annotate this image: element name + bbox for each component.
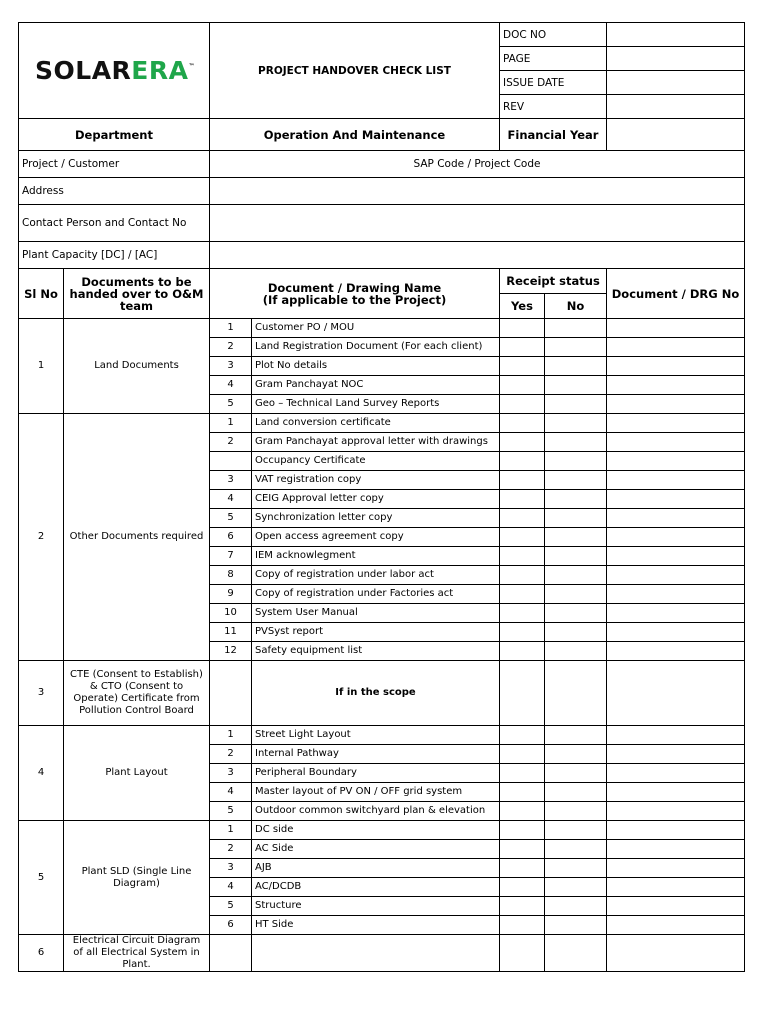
drg-no-cell[interactable]: [607, 935, 745, 972]
item-number: 5: [210, 509, 252, 528]
receipt-yes-cell[interactable]: [500, 395, 545, 414]
receipt-no-cell[interactable]: [545, 916, 607, 935]
item-name: Plot No details: [252, 357, 500, 376]
item-number: 3: [210, 859, 252, 878]
receipt-no-cell[interactable]: [545, 376, 607, 395]
receipt-no-cell[interactable]: [545, 585, 607, 604]
receipt-no-cell[interactable]: [545, 783, 607, 802]
table-row: [19, 319, 745, 338]
item-name: PVSyst report: [252, 623, 500, 642]
drg-no-cell[interactable]: [607, 764, 745, 783]
receipt-no-cell[interactable]: [545, 357, 607, 376]
receipt-yes-cell[interactable]: [500, 745, 545, 764]
capacity-value[interactable]: [210, 242, 745, 269]
item-name: Street Light Layout: [252, 726, 500, 745]
receipt-yes-cell[interactable]: [500, 764, 545, 783]
item-name: Occupancy Certificate: [252, 452, 500, 471]
section-category: CTE (Consent to Establish) & CTO (Consent to Operate) Certificate from Pollution Control Board: [64, 661, 210, 726]
drg-no-cell[interactable]: [607, 528, 745, 547]
section-category: Plant SLD (Single Line Diagram): [64, 821, 210, 935]
item-number: 5: [210, 802, 252, 821]
drg-no-cell[interactable]: [607, 916, 745, 935]
header-table: [18, 22, 745, 151]
receipt-no-cell[interactable]: [545, 821, 607, 840]
table-row: [19, 414, 745, 433]
col-header-document-name: Document / Drawing Name (If applicable to the Project): [210, 269, 500, 319]
table-row: [19, 821, 745, 840]
col-header-receipt-status: Receipt status: [500, 269, 607, 294]
doc-field-value[interactable]: [607, 71, 745, 95]
item-number: 6: [210, 916, 252, 935]
receipt-no-cell[interactable]: [545, 566, 607, 585]
item-name: System User Manual: [252, 604, 500, 623]
department-value: Operation And Maintenance: [210, 119, 500, 151]
section-number: 1: [19, 319, 64, 414]
table-row: [19, 726, 745, 745]
item-name: Gram Panchayat approval letter with drawings: [252, 433, 500, 452]
receipt-no-cell[interactable]: [545, 490, 607, 509]
drg-no-cell[interactable]: [607, 585, 745, 604]
drg-no-cell[interactable]: [607, 490, 745, 509]
receipt-yes-cell[interactable]: [500, 897, 545, 916]
receipt-yes-cell[interactable]: [500, 585, 545, 604]
drg-no-cell[interactable]: [607, 452, 745, 471]
info-table: [18, 150, 745, 269]
item-number: 3: [210, 764, 252, 783]
document-title: PROJECT HANDOVER CHECK LIST: [210, 23, 500, 119]
receipt-yes-cell[interactable]: [500, 338, 545, 357]
receipt-yes-cell[interactable]: [500, 783, 545, 802]
drg-no-cell[interactable]: [607, 509, 745, 528]
drg-no-cell[interactable]: [607, 376, 745, 395]
item-name: Copy of registration under labor act: [252, 566, 500, 585]
doc-field-value[interactable]: [607, 23, 745, 47]
receipt-yes-cell[interactable]: [500, 642, 545, 661]
item-name: Open access agreement copy: [252, 528, 500, 547]
checklist-sheet: [18, 22, 744, 972]
item-number: 4: [210, 376, 252, 395]
receipt-no-cell[interactable]: [545, 878, 607, 897]
section-number: 4: [19, 726, 64, 821]
address-label: Address: [19, 178, 210, 205]
drg-no-cell[interactable]: [607, 897, 745, 916]
drg-no-cell[interactable]: [607, 604, 745, 623]
item-name: AC/DCDB: [252, 878, 500, 897]
item-number: [210, 661, 252, 726]
item-name: Gram Panchayat NOC: [252, 376, 500, 395]
item-number: 5: [210, 395, 252, 414]
item-number: [210, 452, 252, 471]
drg-no-cell[interactable]: [607, 471, 745, 490]
receipt-yes-cell[interactable]: [500, 452, 545, 471]
receipt-no-cell[interactable]: [545, 935, 607, 972]
section-note: [252, 935, 500, 972]
financial-year-value[interactable]: [607, 119, 745, 151]
item-name: IEM acknowlegment: [252, 547, 500, 566]
receipt-yes-cell[interactable]: [500, 916, 545, 935]
receipt-yes-cell[interactable]: [500, 319, 545, 338]
receipt-yes-cell[interactable]: [500, 661, 545, 726]
drg-no-cell[interactable]: [607, 642, 745, 661]
receipt-no-cell[interactable]: [545, 528, 607, 547]
item-number: 1: [210, 821, 252, 840]
item-number: 3: [210, 471, 252, 490]
drg-no-cell[interactable]: [607, 726, 745, 745]
receipt-yes-cell[interactable]: [500, 528, 545, 547]
receipt-yes-cell[interactable]: [500, 604, 545, 623]
receipt-no-cell[interactable]: [545, 604, 607, 623]
item-number: 10: [210, 604, 252, 623]
receipt-yes-cell[interactable]: [500, 802, 545, 821]
doc-field-label: ISSUE DATE: [500, 71, 607, 95]
section-number: 6: [19, 935, 64, 972]
col-header-yes: Yes: [500, 294, 545, 319]
receipt-no-cell[interactable]: [545, 764, 607, 783]
drg-no-cell[interactable]: [607, 433, 745, 452]
item-name: Internal Pathway: [252, 745, 500, 764]
col-header-no: No: [545, 294, 607, 319]
item-number: [210, 935, 252, 972]
doc-field-value[interactable]: [607, 95, 745, 119]
receipt-yes-cell[interactable]: [500, 490, 545, 509]
table-row: [19, 661, 745, 726]
item-name: AJB: [252, 859, 500, 878]
company-logo: SOLARERA™: [19, 23, 210, 119]
receipt-yes-cell[interactable]: [500, 471, 545, 490]
item-number: 2: [210, 745, 252, 764]
section-number: 2: [19, 414, 64, 661]
item-number: 2: [210, 840, 252, 859]
item-number: 4: [210, 490, 252, 509]
drg-no-cell[interactable]: [607, 623, 745, 642]
item-number: 6: [210, 528, 252, 547]
receipt-yes-cell[interactable]: [500, 414, 545, 433]
receipt-no-cell[interactable]: [545, 661, 607, 726]
item-name: Safety equipment list: [252, 642, 500, 661]
drg-no-cell[interactable]: [607, 745, 745, 764]
drg-no-cell[interactable]: [607, 821, 745, 840]
doc-field-label: PAGE: [500, 47, 607, 71]
item-name: Peripheral Boundary: [252, 764, 500, 783]
receipt-no-cell[interactable]: [545, 840, 607, 859]
item-number: 1: [210, 726, 252, 745]
receipt-yes-cell[interactable]: [500, 623, 545, 642]
item-name: Copy of registration under Factories act: [252, 585, 500, 604]
item-number: 11: [210, 623, 252, 642]
receipt-yes-cell[interactable]: [500, 357, 545, 376]
section-category: Land Documents: [64, 319, 210, 414]
drg-no-cell[interactable]: [607, 395, 745, 414]
item-name: VAT registration copy: [252, 471, 500, 490]
project-customer-label: Project / Customer: [19, 151, 210, 178]
receipt-yes-cell[interactable]: [500, 433, 545, 452]
item-name: HT Side: [252, 916, 500, 935]
section-number: 5: [19, 821, 64, 935]
receipt-no-cell[interactable]: [545, 745, 607, 764]
receipt-yes-cell[interactable]: [500, 566, 545, 585]
receipt-no-cell[interactable]: [545, 319, 607, 338]
receipt-no-cell[interactable]: [545, 642, 607, 661]
address-value[interactable]: [210, 178, 745, 205]
item-name: AC Side: [252, 840, 500, 859]
section-category: Plant Layout: [64, 726, 210, 821]
drg-no-cell[interactable]: [607, 414, 745, 433]
receipt-yes-cell[interactable]: [500, 935, 545, 972]
receipt-yes-cell[interactable]: [500, 376, 545, 395]
item-name: Master layout of PV ON / OFF grid system: [252, 783, 500, 802]
item-number: 4: [210, 878, 252, 897]
item-name: Outdoor common switchyard plan & elevation: [252, 802, 500, 821]
receipt-yes-cell[interactable]: [500, 509, 545, 528]
item-name: Land Registration Document (For each client): [252, 338, 500, 357]
col-header-documents: Documents to be handed over to O&M team: [64, 269, 210, 319]
drg-no-cell[interactable]: [607, 338, 745, 357]
receipt-yes-cell[interactable]: [500, 821, 545, 840]
drg-no-cell[interactable]: [607, 783, 745, 802]
department-label: Department: [19, 119, 210, 151]
drg-no-cell[interactable]: [607, 357, 745, 376]
section-category: Other Documents required: [64, 414, 210, 661]
checklist-table: [18, 268, 745, 972]
doc-field-value[interactable]: [607, 47, 745, 71]
receipt-no-cell[interactable]: [545, 471, 607, 490]
contact-value[interactable]: [210, 205, 745, 242]
table-row: [19, 935, 745, 972]
receipt-yes-cell[interactable]: [500, 726, 545, 745]
financial-year-label: Financial Year: [500, 119, 607, 151]
item-number: 12: [210, 642, 252, 661]
capacity-label: Plant Capacity [DC] / [AC]: [19, 242, 210, 269]
drg-no-cell[interactable]: [607, 319, 745, 338]
contact-label: Contact Person and Contact No: [19, 205, 210, 242]
item-number: 2: [210, 433, 252, 452]
receipt-no-cell[interactable]: [545, 433, 607, 452]
drg-no-cell[interactable]: [607, 840, 745, 859]
item-name: Geo – Technical Land Survey Reports: [252, 395, 500, 414]
section-category: Electrical Circuit Diagram of all Electrical System in Plant.: [64, 935, 210, 972]
item-number: 8: [210, 566, 252, 585]
receipt-no-cell[interactable]: [545, 897, 607, 916]
drg-no-cell[interactable]: [607, 547, 745, 566]
item-name: DC side: [252, 821, 500, 840]
receipt-yes-cell[interactable]: [500, 840, 545, 859]
sap-code-label: SAP Code / Project Code: [210, 151, 745, 178]
item-name: Synchronization letter copy: [252, 509, 500, 528]
doc-field-label: DOC NO: [500, 23, 607, 47]
item-name: Land conversion certificate: [252, 414, 500, 433]
item-name: CEIG Approval letter copy: [252, 490, 500, 509]
item-number: 1: [210, 414, 252, 433]
drg-no-cell[interactable]: [607, 878, 745, 897]
drg-no-cell[interactable]: [607, 859, 745, 878]
item-number: 2: [210, 338, 252, 357]
receipt-no-cell[interactable]: [545, 414, 607, 433]
col-header-drg-no: Document / DRG No: [607, 269, 745, 319]
item-number: 1: [210, 319, 252, 338]
receipt-no-cell[interactable]: [545, 726, 607, 745]
item-number: 9: [210, 585, 252, 604]
item-number: 4: [210, 783, 252, 802]
receipt-no-cell[interactable]: [545, 395, 607, 414]
item-number: 7: [210, 547, 252, 566]
receipt-no-cell[interactable]: [545, 547, 607, 566]
item-number: 3: [210, 357, 252, 376]
section-number: 3: [19, 661, 64, 726]
receipt-no-cell[interactable]: [545, 452, 607, 471]
receipt-yes-cell[interactable]: [500, 547, 545, 566]
item-name: Customer PO / MOU: [252, 319, 500, 338]
item-number: 5: [210, 897, 252, 916]
drg-no-cell[interactable]: [607, 566, 745, 585]
receipt-no-cell[interactable]: [545, 802, 607, 821]
receipt-no-cell[interactable]: [545, 338, 607, 357]
receipt-yes-cell[interactable]: [500, 878, 545, 897]
receipt-no-cell[interactable]: [545, 509, 607, 528]
receipt-yes-cell[interactable]: [500, 859, 545, 878]
item-name: Structure: [252, 897, 500, 916]
drg-no-cell[interactable]: [607, 802, 745, 821]
doc-field-label: REV: [500, 95, 607, 119]
col-header-sl-no: Sl No: [19, 269, 64, 319]
receipt-no-cell[interactable]: [545, 623, 607, 642]
drg-no-cell[interactable]: [607, 661, 745, 726]
section-note: If in the scope: [252, 661, 500, 726]
receipt-no-cell[interactable]: [545, 859, 607, 878]
